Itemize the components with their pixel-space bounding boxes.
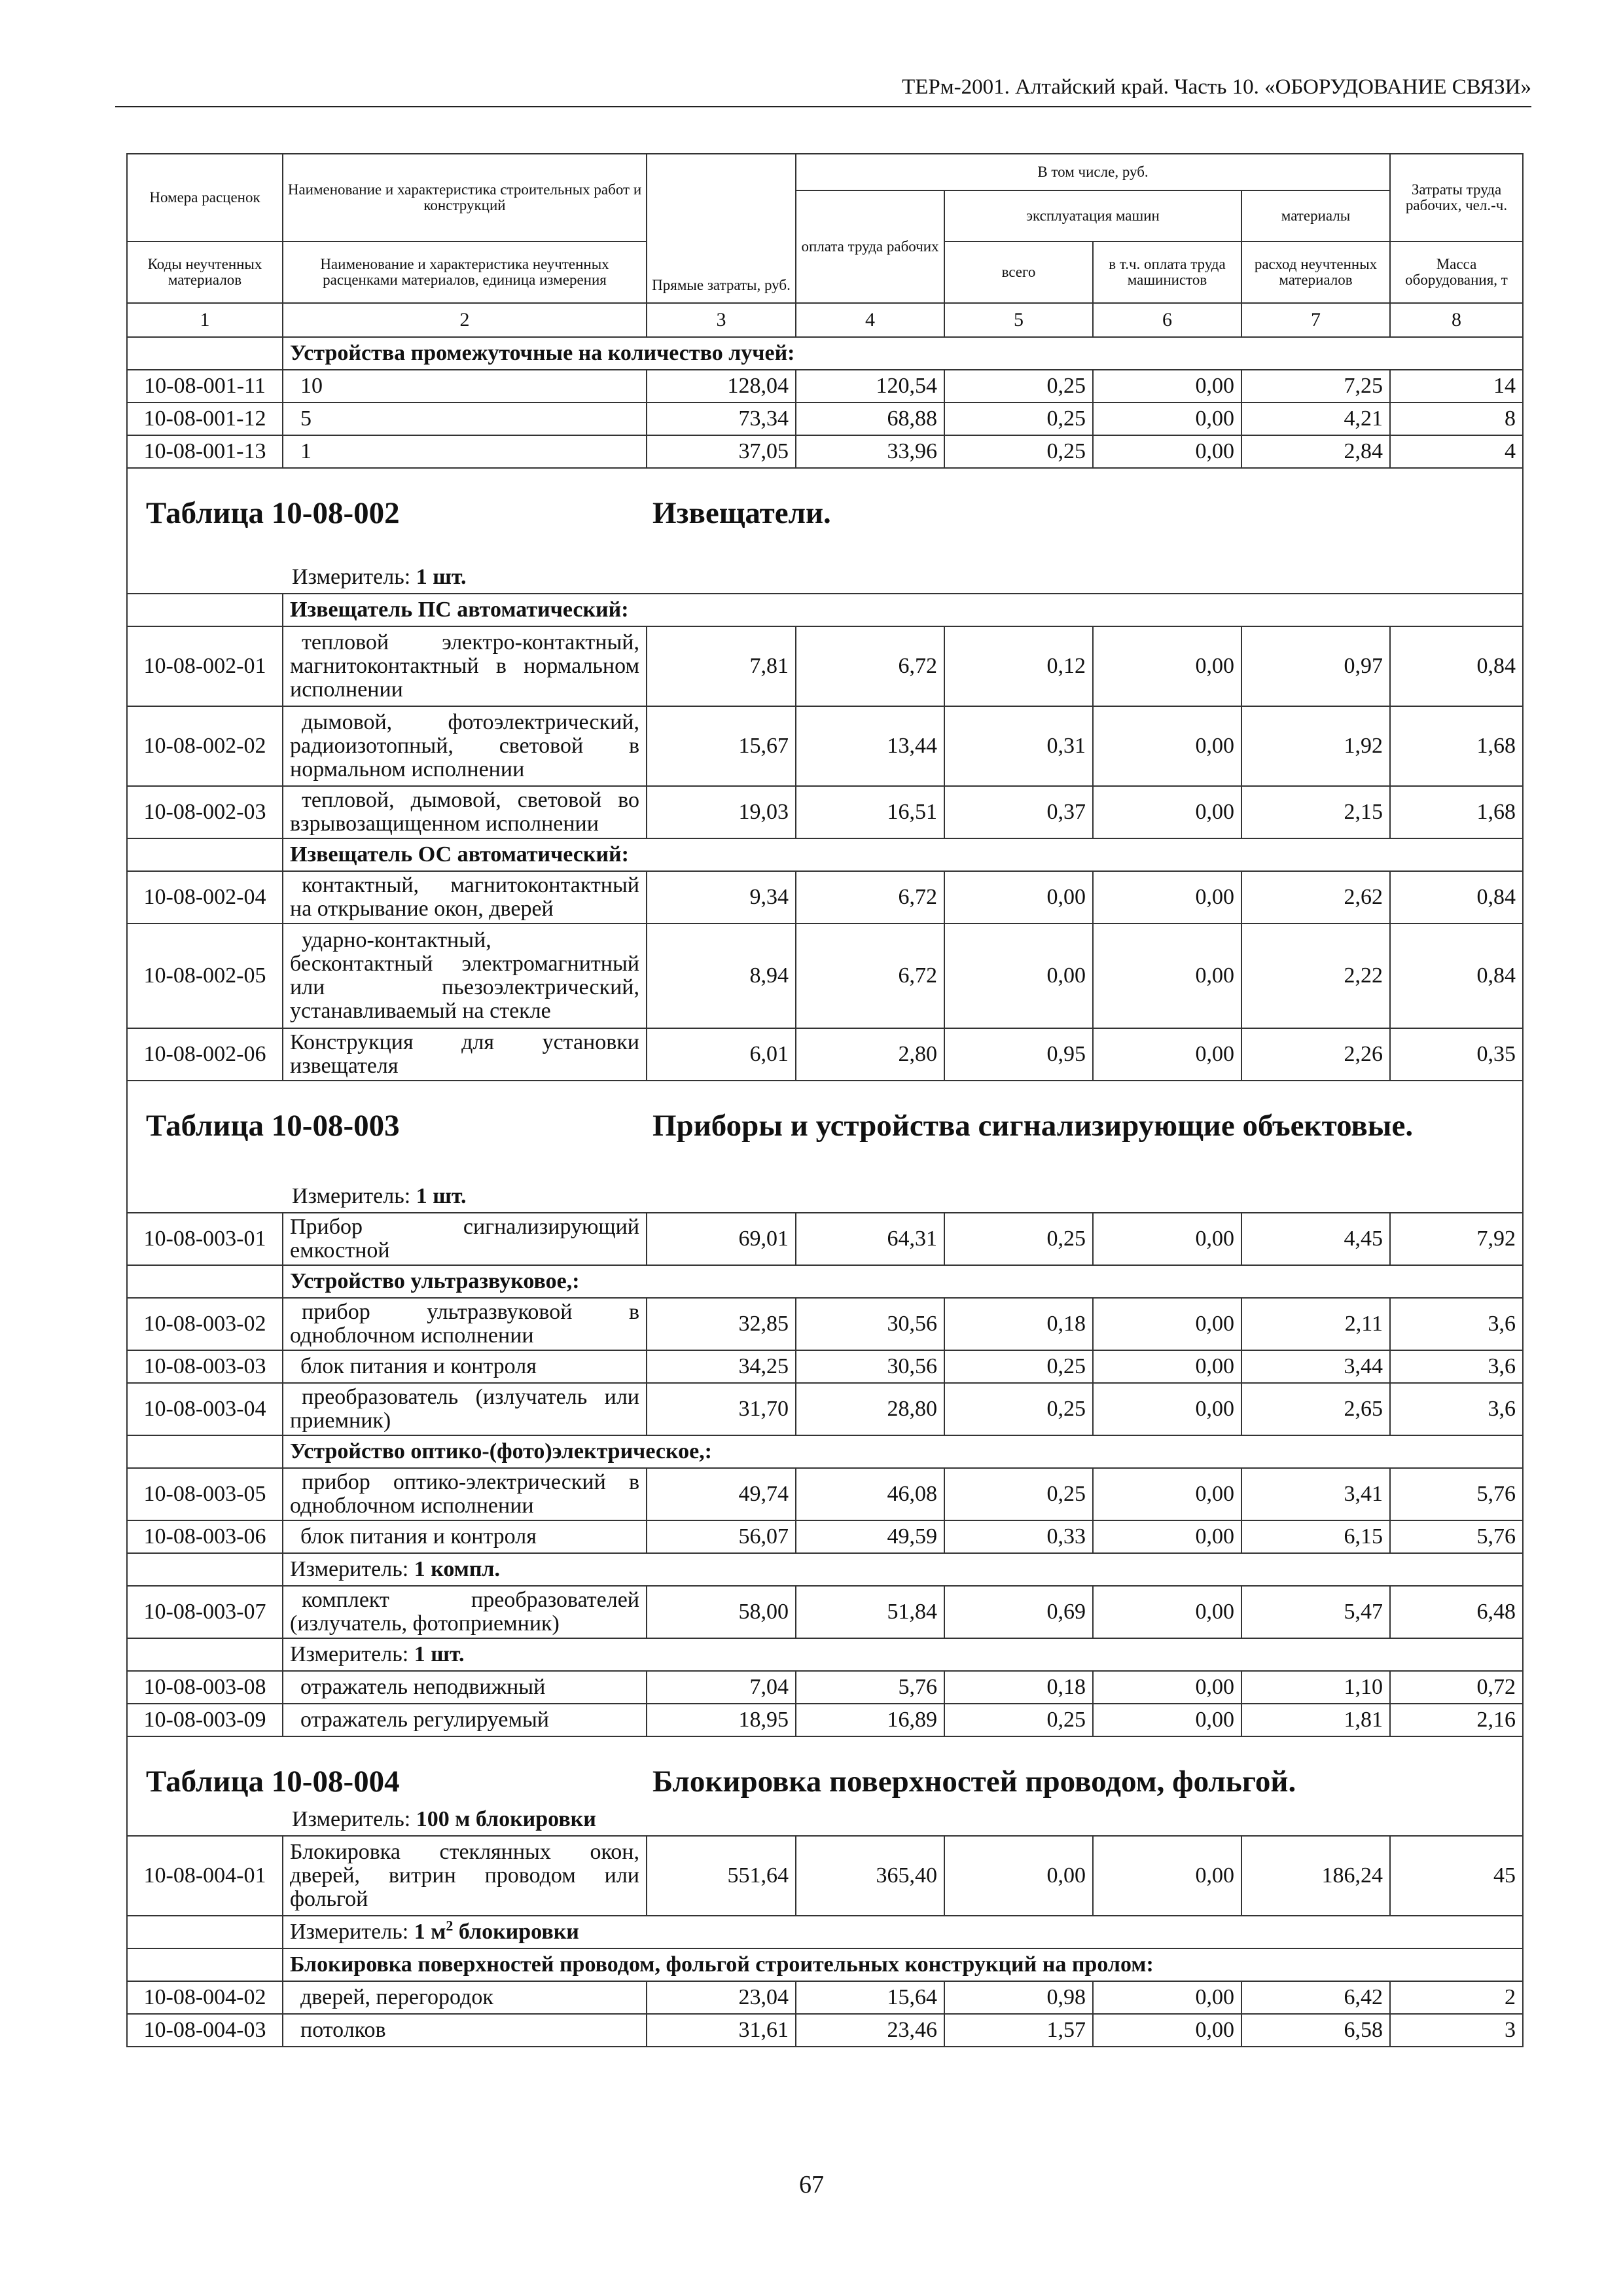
direct-costs: 7,81: [647, 626, 796, 706]
rate-name: 5: [283, 403, 647, 435]
table-title-row: [127, 1081, 1523, 1213]
materials: 7,25: [1241, 370, 1390, 403]
materials: 2,62: [1241, 871, 1390, 924]
measure-label: Измеритель:: [290, 1642, 409, 1666]
rate-name: прибор ультразвуковой в одноблочном исполнении: [283, 1298, 647, 1350]
rate-code: 10-08-002-05: [127, 924, 283, 1028]
col-material-name: Наименование и характеристика неучтенных расценками материалов, единица измерения: [283, 242, 647, 303]
group-label: Извещатель ОС автоматический:: [283, 838, 1523, 871]
measure-label: Измеритель:: [292, 1807, 411, 1831]
direct-costs: 49,74: [647, 1468, 796, 1520]
machine-total: 0,31: [944, 706, 1093, 786]
group-label: Устройство ультразвуковое,:: [283, 1265, 1523, 1298]
rate-code: 10-08-001-12: [127, 403, 283, 435]
machinist-pay: 0,00: [1093, 1213, 1241, 1265]
machinist-pay: 0,00: [1093, 1704, 1241, 1736]
measure-label: Измеритель:: [290, 1557, 409, 1581]
direct-costs: 37,05: [647, 435, 796, 468]
labor: 3,6: [1390, 1350, 1523, 1383]
worker-pay: 46,08: [796, 1468, 944, 1520]
table-row: [127, 626, 1523, 706]
rate-code: 10-08-002-04: [127, 871, 283, 924]
rate-name: Блокировка стеклянных окон, дверей, витрин проводом или фольгой: [283, 1836, 647, 1916]
machine-total: 0,25: [944, 1350, 1093, 1383]
direct-costs: 9,34: [647, 871, 796, 924]
table-row: [127, 435, 1523, 468]
measure-value: [414, 1917, 579, 1944]
col-number: 4: [796, 303, 944, 337]
worker-pay: 6,72: [796, 626, 944, 706]
rate-code: 10-08-003-06: [127, 1520, 283, 1553]
labor: 1,68: [1390, 786, 1523, 838]
table-row: [127, 1671, 1523, 1704]
materials: 2,15: [1241, 786, 1390, 838]
group-row: [127, 1265, 1523, 1298]
machinist-pay: 0,00: [1093, 1981, 1241, 2014]
rate-code: 10-08-004-02: [127, 1981, 283, 2014]
table-title: Извещатели.: [652, 496, 831, 530]
direct-costs: 23,04: [647, 1981, 796, 2014]
direct-costs: 8,94: [647, 924, 796, 1028]
rate-code: 10-08-003-09: [127, 1704, 283, 1736]
table-title: Приборы и устройства сигнализирующие объектовые.: [652, 1109, 1414, 1143]
worker-pay: 5,76: [796, 1671, 944, 1704]
col-number: 2: [283, 303, 647, 337]
rate-name: дверей, перегородок: [283, 1981, 647, 2014]
worker-pay: 23,46: [796, 2014, 944, 2047]
rate-name: 10: [283, 370, 647, 403]
labor: 3,6: [1390, 1298, 1523, 1350]
machine-total: 1,57: [944, 2014, 1093, 2047]
rate-code: 10-08-002-06: [127, 1028, 283, 1081]
rate-code: 10-08-001-13: [127, 435, 283, 468]
rate-name: 1: [283, 435, 647, 468]
machine-total: 0,18: [944, 1298, 1093, 1350]
machine-total: 0,25: [944, 370, 1093, 403]
machine-total: 0,00: [944, 871, 1093, 924]
rate-code: 10-08-003-02: [127, 1298, 283, 1350]
machinist-pay: 0,00: [1093, 786, 1241, 838]
machinist-pay: 0,00: [1093, 1468, 1241, 1520]
labor: 2,16: [1390, 1704, 1523, 1736]
col-rate-numbers: Номера расценок: [127, 154, 283, 242]
machinist-pay: 0,00: [1093, 626, 1241, 706]
table-title-row: [127, 1736, 1523, 1836]
machine-total: 0,95: [944, 1028, 1093, 1081]
measure-value: 100 м блокировки: [416, 1807, 596, 1831]
rate-name: Прибор сигнализирующий емкостной: [283, 1213, 647, 1265]
direct-costs: 58,00: [647, 1586, 796, 1638]
table-row: [127, 370, 1523, 403]
rate-code: 10-08-003-04: [127, 1383, 283, 1435]
col-unaccounted-materials: расход неучтенных материалов: [1241, 242, 1390, 303]
table-id: Таблица 10-08-003: [146, 1109, 400, 1143]
measure-label: Измеритель:: [292, 1184, 411, 1208]
direct-costs: 32,85: [647, 1298, 796, 1350]
labor: 8: [1390, 403, 1523, 435]
machinist-pay: 0,00: [1093, 871, 1241, 924]
table-row: [127, 1704, 1523, 1736]
rate-code: 10-08-003-08: [127, 1671, 283, 1704]
worker-pay: 120,54: [796, 370, 944, 403]
table-row: [127, 924, 1523, 1028]
machine-total: 0,12: [944, 626, 1093, 706]
materials: 4,21: [1241, 403, 1390, 435]
col-worker-pay: оплата труда рабочих: [796, 190, 944, 303]
direct-costs: 15,67: [647, 706, 796, 786]
table-row: [127, 1836, 1523, 1916]
rate-name: отражатель неподвижный: [283, 1671, 647, 1704]
table-id: Таблица 10-08-002: [146, 496, 400, 530]
labor: 45: [1390, 1836, 1523, 1916]
labor: 2: [1390, 1981, 1523, 2014]
materials: 2,65: [1241, 1383, 1390, 1435]
table-row: [127, 1383, 1523, 1435]
rate-name: преобразователь (излучатель или приемник): [283, 1383, 647, 1435]
measure-row: [127, 1638, 1523, 1671]
labor: 1,68: [1390, 706, 1523, 786]
col-number: 6: [1093, 303, 1241, 337]
table-row: [127, 1586, 1523, 1638]
measure-unit: [292, 1808, 596, 1831]
price-table: [126, 153, 1524, 2047]
materials: 1,10: [1241, 1671, 1390, 1704]
machine-total: 0,25: [944, 435, 1093, 468]
labor: 0,72: [1390, 1671, 1523, 1704]
rate-name: потолков: [283, 2014, 647, 2047]
materials: 4,45: [1241, 1213, 1390, 1265]
labor: 0,84: [1390, 871, 1523, 924]
machinist-pay: 0,00: [1093, 435, 1241, 468]
rate-code: 10-08-004-01: [127, 1836, 283, 1916]
direct-costs: 56,07: [647, 1520, 796, 1553]
group-row: [127, 337, 1523, 370]
measure-unit: [292, 1185, 467, 1208]
machinist-pay: 0,00: [1093, 403, 1241, 435]
measure-value: 1 шт.: [416, 565, 467, 589]
col-machine-total: всего: [944, 242, 1093, 303]
col-number: 8: [1390, 303, 1523, 337]
machinist-pay: 0,00: [1093, 370, 1241, 403]
worker-pay: 15,64: [796, 1981, 944, 2014]
direct-costs: 6,01: [647, 1028, 796, 1081]
machine-total: 0,00: [944, 1836, 1093, 1916]
materials: 3,41: [1241, 1468, 1390, 1520]
worker-pay: 64,31: [796, 1213, 944, 1265]
machine-total: 0,33: [944, 1520, 1093, 1553]
materials: 2,84: [1241, 435, 1390, 468]
group-label: Блокировка поверхностей проводом, фольгой строительных конструкций на пролом:: [283, 1948, 1523, 1981]
col-work-name: Наименование и характеристика строительных работ и конструкций: [283, 154, 647, 242]
col-number: 5: [944, 303, 1093, 337]
machine-total: 0,25: [944, 1383, 1093, 1435]
table-row: [127, 786, 1523, 838]
machine-total: 0,69: [944, 1586, 1093, 1638]
table-row: [127, 1213, 1523, 1265]
labor: 4: [1390, 435, 1523, 468]
materials: 6,58: [1241, 2014, 1390, 2047]
col-number: 7: [1241, 303, 1390, 337]
rate-name: комплект преобразователей (излучатель, фотоприемник): [283, 1586, 647, 1638]
measure-value-part: блокировки: [453, 1920, 579, 1944]
rate-name: тепловой электро-контактный, магнитоконтактный в нормальном исполнении: [283, 626, 647, 706]
labor: 3,6: [1390, 1383, 1523, 1435]
table-title: Блокировка поверхностей проводом, фольгой.: [652, 1765, 1296, 1799]
rate-code: 10-08-001-11: [127, 370, 283, 403]
machinist-pay: 0,00: [1093, 1671, 1241, 1704]
rate-name: тепловой, дымовой, световой во взрывозащищенном исполнении: [283, 786, 647, 838]
materials: 2,11: [1241, 1298, 1390, 1350]
group-label: Извещатель ПС автоматический:: [283, 594, 1523, 626]
rate-name: отражатель регулируемый: [283, 1704, 647, 1736]
machine-total: 0,25: [944, 403, 1093, 435]
rate-name: ударно-контактный, бесконтактный электромагнитный или пьезоэлектрический, устанавливаемый на стекле: [283, 924, 647, 1028]
direct-costs: 7,04: [647, 1671, 796, 1704]
group-row: [127, 838, 1523, 871]
col-machinist-pay: в т.ч. оплата труда машинистов: [1093, 242, 1241, 303]
rate-code: 10-08-002-01: [127, 626, 283, 706]
col-labor: Затраты труда рабочих, чел.-ч.: [1390, 154, 1523, 242]
direct-costs: 73,34: [647, 403, 796, 435]
measure-unit: [292, 565, 467, 589]
worker-pay: 51,84: [796, 1586, 944, 1638]
rate-name: дымовой, фотоэлектрический, радиоизотопный, световой в нормальном исполнении: [283, 706, 647, 786]
group-row: [127, 1948, 1523, 1981]
table-row: [127, 1981, 1523, 2014]
rate-code: 10-08-002-02: [127, 706, 283, 786]
labor: 14: [1390, 370, 1523, 403]
col-number: 1: [127, 303, 283, 337]
machinist-pay: 0,00: [1093, 924, 1241, 1028]
machinist-pay: 0,00: [1093, 1350, 1241, 1383]
table-row: [127, 871, 1523, 924]
machine-total: 0,98: [944, 1981, 1093, 2014]
labor: 6,48: [1390, 1586, 1523, 1638]
machinist-pay: 0,00: [1093, 2014, 1241, 2047]
worker-pay: 6,72: [796, 871, 944, 924]
worker-pay: 16,89: [796, 1704, 944, 1736]
measure-row: [127, 1553, 1523, 1586]
rate-code: 10-08-004-03: [127, 2014, 283, 2047]
direct-costs: 128,04: [647, 370, 796, 403]
materials: 2,26: [1241, 1028, 1390, 1081]
measure-label: Измеритель:: [292, 565, 411, 589]
measure-superscript: 2: [446, 1917, 454, 1934]
col-material-codes: Коды неучтенных материалов: [127, 242, 283, 303]
machine-total: 0,37: [944, 786, 1093, 838]
machinist-pay: 0,00: [1093, 1520, 1241, 1553]
col-number: 3: [647, 303, 796, 337]
machinist-pay: 0,00: [1093, 1586, 1241, 1638]
running-header: ТЕРм-2001. Алтайский край. Часть 10. «ОБОРУДОВАНИЕ СВЯЗИ»: [115, 71, 1531, 107]
measure-row: [127, 1916, 1523, 1948]
materials: 186,24: [1241, 1836, 1390, 1916]
labor: 5,76: [1390, 1468, 1523, 1520]
table-title-row: [127, 468, 1523, 594]
machinist-pay: 0,00: [1093, 1836, 1241, 1916]
labor: 0,84: [1390, 626, 1523, 706]
col-materials: материалы: [1241, 190, 1390, 242]
materials: 2,22: [1241, 924, 1390, 1028]
col-equipment-mass: Масса оборудования, т: [1390, 242, 1523, 303]
materials: 6,15: [1241, 1520, 1390, 1553]
worker-pay: 13,44: [796, 706, 944, 786]
table-row: [127, 1468, 1523, 1520]
rate-code: 10-08-002-03: [127, 786, 283, 838]
group-row: [127, 594, 1523, 626]
page-number: 67: [799, 2171, 824, 2198]
labor: 0,84: [1390, 924, 1523, 1028]
direct-costs: 34,25: [647, 1350, 796, 1383]
direct-costs: 18,95: [647, 1704, 796, 1736]
labor: 7,92: [1390, 1213, 1523, 1265]
measure-value-part: 1 м: [414, 1920, 446, 1944]
materials: 5,47: [1241, 1586, 1390, 1638]
measure-label: Измеритель:: [290, 1920, 409, 1944]
rate-name: контактный, магнитоконтактный на открывание окон, дверей: [283, 871, 647, 924]
rate-code: 10-08-003-07: [127, 1586, 283, 1638]
col-direct-costs: Прямые затраты, руб.: [647, 154, 796, 303]
table-id: Таблица 10-08-004: [146, 1765, 400, 1799]
labor: 3: [1390, 2014, 1523, 2047]
rate-code: 10-08-003-03: [127, 1350, 283, 1383]
materials: 1,92: [1241, 706, 1390, 786]
table-row: [127, 403, 1523, 435]
worker-pay: 28,80: [796, 1383, 944, 1435]
table-row: [127, 1298, 1523, 1350]
worker-pay: 16,51: [796, 786, 944, 838]
rate-name: Конструкция для установки извещателя: [283, 1028, 647, 1081]
group-label: Устройства промежуточные на количество лучей:: [283, 337, 1523, 370]
rate-code: 10-08-003-05: [127, 1468, 283, 1520]
group-row: [127, 1435, 1523, 1468]
materials: 1,81: [1241, 1704, 1390, 1736]
labor: 5,76: [1390, 1520, 1523, 1553]
table-row: [127, 1520, 1523, 1553]
machine-total: 0,25: [944, 1704, 1093, 1736]
measure-value: 1 шт.: [414, 1642, 465, 1666]
direct-costs: 551,64: [647, 1836, 796, 1916]
measure-value: 1 компл.: [414, 1557, 501, 1581]
worker-pay: 30,56: [796, 1350, 944, 1383]
rate-code: 10-08-003-01: [127, 1213, 283, 1265]
machinist-pay: 0,00: [1093, 1298, 1241, 1350]
labor: 0,35: [1390, 1028, 1523, 1081]
col-machine-operation: эксплуатация машин: [944, 190, 1241, 242]
table-row: [127, 2014, 1523, 2047]
machinist-pay: 0,00: [1093, 706, 1241, 786]
rate-name: блок питания и контроля: [283, 1350, 647, 1383]
direct-costs: 31,61: [647, 2014, 796, 2047]
table-header: [127, 154, 1523, 337]
machine-total: 0,18: [944, 1671, 1093, 1704]
materials: 3,44: [1241, 1350, 1390, 1383]
rate-name: прибор оптико-электрический в одноблочном исполнении: [283, 1468, 647, 1520]
materials: 0,97: [1241, 626, 1390, 706]
machine-total: 0,25: [944, 1213, 1093, 1265]
worker-pay: 33,96: [796, 435, 944, 468]
machine-total: 0,25: [944, 1468, 1093, 1520]
direct-costs: 69,01: [647, 1213, 796, 1265]
direct-costs: 19,03: [647, 786, 796, 838]
worker-pay: 6,72: [796, 924, 944, 1028]
machinist-pay: 0,00: [1093, 1383, 1241, 1435]
measure-value: 1 шт.: [416, 1184, 467, 1208]
worker-pay: 2,80: [796, 1028, 944, 1081]
group-label: Устройство оптико-(фото)электрическое,:: [283, 1435, 1523, 1468]
worker-pay: 30,56: [796, 1298, 944, 1350]
worker-pay: 49,59: [796, 1520, 944, 1553]
machinist-pay: 0,00: [1093, 1028, 1241, 1081]
col-including: В том числе, руб.: [796, 154, 1390, 190]
worker-pay: 365,40: [796, 1836, 944, 1916]
materials: 6,42: [1241, 1981, 1390, 2014]
table-row: [127, 706, 1523, 786]
table-row: [127, 1028, 1523, 1081]
table-row: [127, 1350, 1523, 1383]
direct-costs: 31,70: [647, 1383, 796, 1435]
rate-name: блок питания и контроля: [283, 1520, 647, 1553]
machine-total: 0,00: [944, 924, 1093, 1028]
worker-pay: 68,88: [796, 403, 944, 435]
